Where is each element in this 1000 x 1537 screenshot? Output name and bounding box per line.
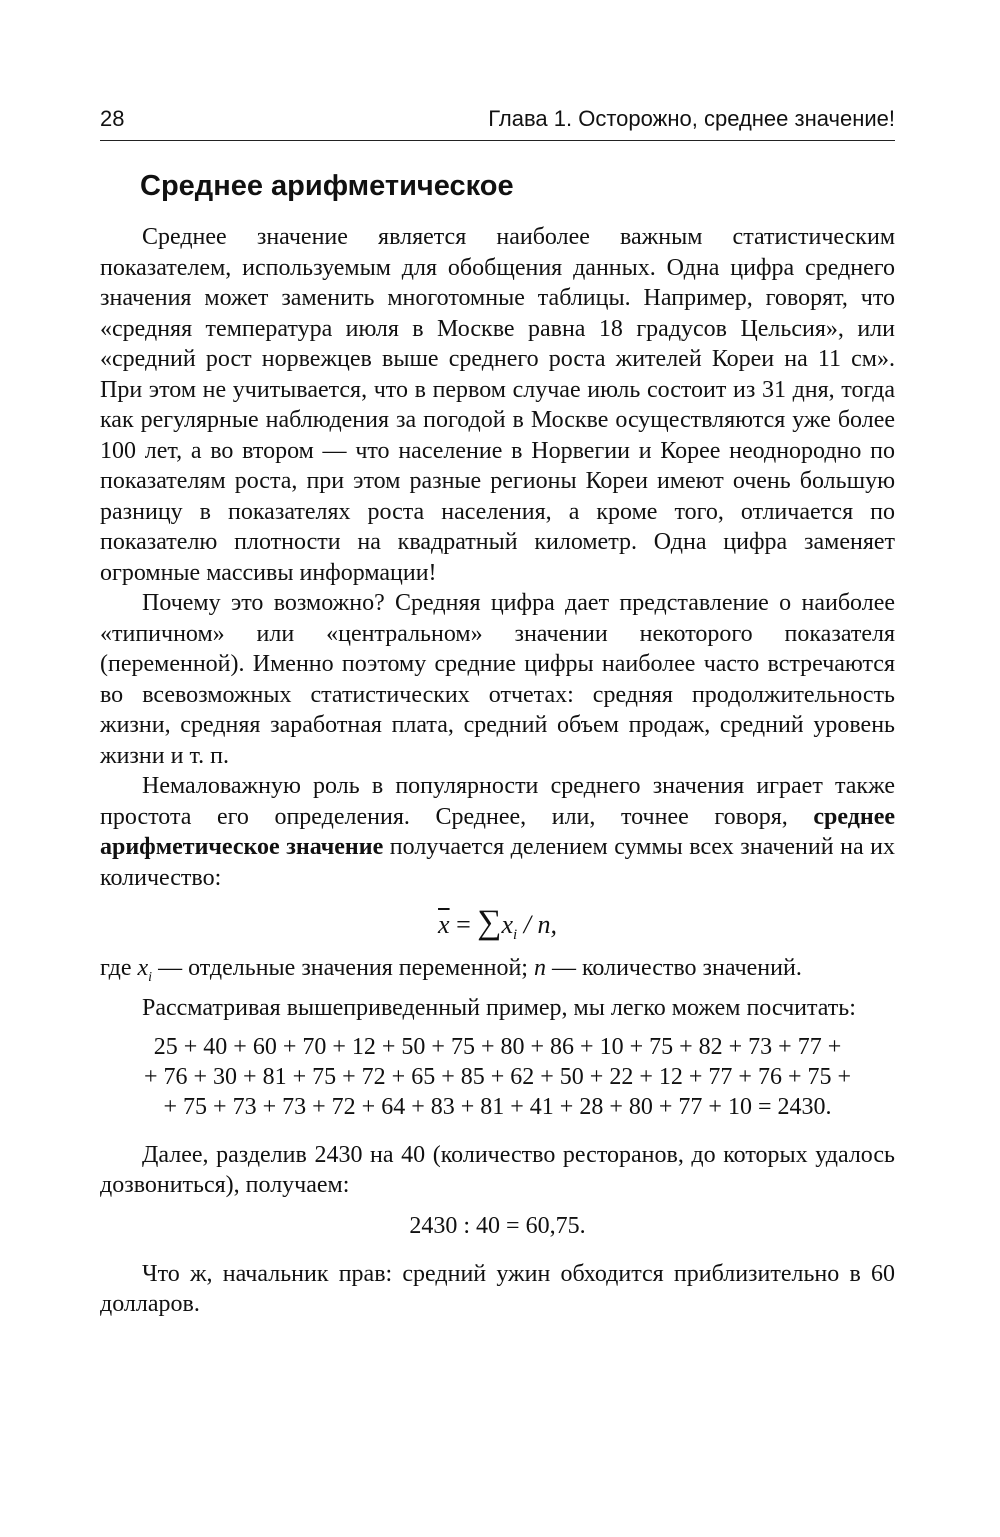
page-body xyxy=(100,222,895,1320)
sum-line-1: 25 + 40 + 60 + 70 + 12 + 50 + 75 + 80 + 86 + 10 + 75 + 82 + 73 + 77 + xyxy=(153,1033,842,1060)
chapter-title: Глава 1. Осторожно, среднее значение! xyxy=(488,106,895,131)
conclusion: Что ж, начальник прав: средний ужин обходится приблизительно в 60 долларов. xyxy=(100,1260,895,1318)
paragraph-1: Среднее значение является наиболее важным статистическим показателем, используемым для обобщения данных. Одна цифра среднего значения может заменить многотомные таблицы. Например, говорят, что «средняя температура июля в Москве равна 18 градусов Цельсия», или «средний рост норвежцев выше среднего роста жителей Кореи на 11 см». При этом не учитывается, что в первом случае июль состоит из 31 дня, тогда как регулярные наблюдения за погодой в Москве осуществляются уже более 100 лет, а во втором — что население в Норвегии и Корее неоднородно по показателям роста, при этом разные регионы Кореи имеют очень большую разницу в показателях роста населения, а кроме того, отличается по показателю плотности на квадратный километр. Одна цифра заменяет огромные массивы информации! xyxy=(100,224,895,586)
where-n: n xyxy=(533,955,546,981)
sigma-symbol: ∑ xyxy=(477,904,502,941)
where-suffix: — количество значений. xyxy=(545,955,802,981)
page-number: 28 xyxy=(100,106,125,131)
formula-rest: / n, xyxy=(517,910,557,939)
formula-equals: = xyxy=(449,910,478,939)
mean-symbol: $\overline{x}$ xyxy=(438,910,450,939)
where-var-letter: x xyxy=(137,955,149,981)
sum-calculation xyxy=(100,1032,895,1122)
paragraph-definition xyxy=(100,771,895,893)
paragraph-2: Почему это возможно? Средняя цифра дает представление о наиболее «типичном» или «центральном» значении некоторого показателя (переменной). Именно поэтому средние цифры наиболее часто встречаются во всевозможных статистических отчетах: средняя продолжительность жизни, средняя заработная плата, средний объем продаж, средний уровень жизни и т. п. xyxy=(100,590,895,769)
calc-intro: Рассматривая вышеприведенный пример, мы легко можем посчитать: xyxy=(142,995,856,1022)
sum-line-3: + 75 + 73 + 73 + 72 + 64 + 83 + 81 + 41 + 28 + 80 + 77 + 10 = 2430. xyxy=(163,1093,832,1120)
page-header xyxy=(100,100,895,141)
division-formula: 2430 : 40 = 60,75. xyxy=(409,1212,586,1239)
where-prefix: где xyxy=(100,955,138,981)
division-text: Далее, разделив 2430 на 40 (количество ресторанов, до которых удалось дозвониться), получаем: xyxy=(100,1141,895,1199)
definition-term: среднее арифметическое значение xyxy=(100,803,895,860)
mean-formula xyxy=(100,893,895,953)
definition-after: получается делением суммы всех значений на их количество: xyxy=(100,834,895,891)
where-line xyxy=(100,953,895,993)
definition-before: Немаловажную роль в популярности среднего значения играет также простота его определения. Среднее, или, точнее говоря, xyxy=(100,773,895,830)
where-var xyxy=(137,955,153,985)
where-middle: — отдельные значения переменной; xyxy=(152,955,534,981)
section-title: Среднее арифметическое xyxy=(140,170,514,202)
where-sub: i xyxy=(148,969,153,985)
sum-line-2: + 76 + 30 + 81 + 75 + 72 + 65 + 85 + 62 + 50 + 22 + 12 + 77 + 76 + 75 + xyxy=(143,1063,852,1090)
formula-subscript: i xyxy=(513,927,518,944)
formula-x: x xyxy=(501,910,514,939)
